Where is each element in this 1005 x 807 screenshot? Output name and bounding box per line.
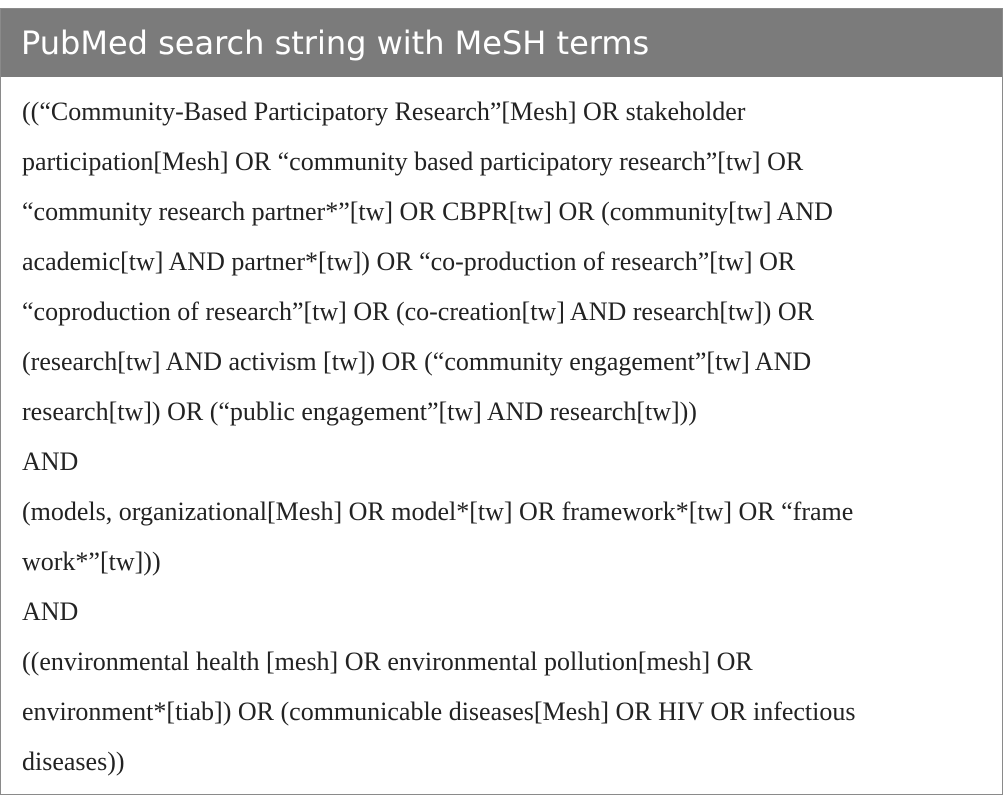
- query-line: “community research partner*”[tw] OR CBPR[tw] OR (community[tw] AND: [22, 197, 833, 226]
- query-line: ((environmental health [mesh] OR environmental pollution[mesh] OR: [22, 647, 753, 676]
- query-line: “coproduction of research”[tw] OR (co-creation[tw] AND research[tw]) OR: [22, 297, 814, 326]
- boolean-operator: AND: [22, 597, 79, 626]
- query-line: (research[tw] AND activism [tw]) OR (“community engagement”[tw] AND: [22, 347, 812, 376]
- query-line: work*”[tw])): [22, 547, 161, 576]
- table-header: PubMed search string with MeSH terms: [1, 9, 1002, 77]
- table-body: [1, 77, 1002, 787]
- boolean-operator: AND: [22, 447, 79, 476]
- query-line: (models, organizational[Mesh] OR model*[tw] OR framework*[tw] OR “frame: [22, 497, 854, 526]
- query-line: diseases)): [22, 747, 125, 776]
- query-line: ((“Community-Based Participatory Research”[Mesh] OR stakeholder: [22, 97, 746, 126]
- query-line: participation[Mesh] OR “community based participatory research”[tw] OR: [22, 147, 804, 176]
- query-line: environment*[tiab]) OR (communicable diseases[Mesh] OR HIV OR infectious: [22, 697, 856, 726]
- query-line: research[tw]) OR (“public engagement”[tw] AND research[tw])): [22, 397, 697, 426]
- search-string-table: [0, 8, 1003, 795]
- query-line: academic[tw] AND partner*[tw]) OR “co-production of research”[tw] OR: [22, 247, 796, 276]
